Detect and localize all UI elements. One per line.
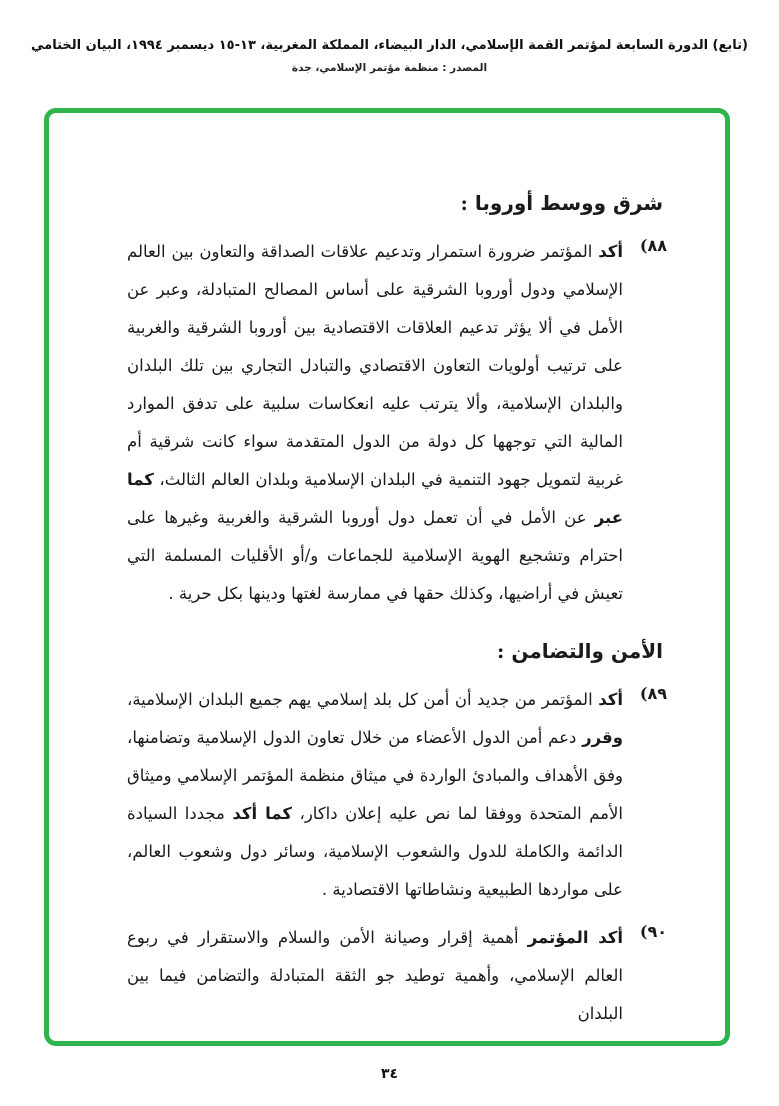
paragraph-90-text (127, 919, 623, 1033)
page-number: ٣٤ (380, 1066, 399, 1082)
paragraph-89-bold-3: كما أكد (232, 804, 293, 823)
section-title-europe: شرق ووسط أوروبا : (460, 191, 663, 215)
paragraph-88-number: ٨٨) (639, 236, 667, 255)
paragraph-88-bold-2: كما عبر (127, 470, 623, 527)
paragraph-90 (127, 919, 667, 1033)
header-title: (تابع) الدورة السابعة لمؤتمر القمة الإسلامي، الدار البيضاء، المملكة المغربية، ١٣-١٥ ديسمبر ١٩٩٤، البيان الختامي (31, 38, 748, 53)
header-source: المصدر : منظمة مؤتمر الإسلامي، جدة (291, 62, 488, 74)
paragraph-88-body-1: المؤتمر ضرورة استمرار وتدعيم علاقات الصداقة والتعاون بين العالم الإسلامي ودول أوروبا الشرقية على أساس المصالح المتبادلة، وعبر عن الأمل في ألا يؤثر تدعيم العلاقات الاقتصادية بين أوروبا الشرقية والغربية على ترتيب أولويات التعاون الاقتصادي والتبادل التجاري بين تلك البلدان والبلدان الإسلامية، وألا يترتب عليه انعكاسات سلبية على تدفق الموارد المالية التي توجهها كل دولة من الدول المتقدمة سواء كانت شرقية أم غربية لتمويل جهود التنمية في البلدان الإسلامية وبلدان العالم الثالث، (127, 242, 623, 489)
paragraph-90-body-1: أهمية إقرار وصيانة الأمن والسلام والاستقرار في ربوع العالم الإسلامي، وأهمية توطيد جو الثقة المتبادلة والتضامن فيما بين البلدان (127, 928, 623, 1023)
paragraph-88-body-2: عن الأمل في أن تعمل دول أوروبا الشرقية والغربية وغيرها على احترام وتشجيع الهوية الإسلامية للجماعات و/أو الأقليات المسلمة التي تعيش في أراضيها، وكذلك حقها في ممارسة لغتها ودينها بكل حرية . (127, 508, 623, 603)
paragraph-89-bold-2: وقرر (582, 728, 623, 747)
paragraph-90-number: ٩٠) (639, 922, 667, 941)
paragraph-89-text (127, 681, 623, 909)
scanned-page-content (127, 191, 667, 1043)
paragraph-88 (127, 233, 667, 613)
document-header (0, 38, 779, 74)
paragraph-89-body-3: مجددا السيادة الدائمة والكاملة للدول والشعوب الإسلامية، وسائر دول وشعوب العالم، على مواردها الطبيعية ونشاطاتها الاقتصادية . (127, 804, 623, 899)
paragraph-89-body-2: دعم أمن الدول الأعضاء من خلال تعاون الدول الإسلامية وتضامنها، وفق الأهداف والمبادئ الواردة في ميثاق منظمة المؤتمر الإسلامي وميثاق الأمم المتحدة ووفقا لما نص عليه إعلان داكار، (127, 728, 624, 823)
paragraph-89 (127, 681, 667, 909)
paragraph-88-text (127, 233, 623, 613)
paragraph-89-number: ٨٩) (639, 684, 667, 703)
paragraph-89-lead: أكد (598, 690, 623, 709)
paragraph-90-lead: أكد المؤتمر (527, 928, 623, 947)
paragraph-89-body-1: المؤتمر من جديد أن أمن كل بلد إسلامي يهم جميع البلدان الإسلامية، (127, 690, 599, 709)
section-title-security: الأمن والتضامن : (497, 639, 663, 663)
paragraph-88-lead: أكد (598, 242, 623, 261)
scan-highlight-frame (44, 108, 730, 1046)
